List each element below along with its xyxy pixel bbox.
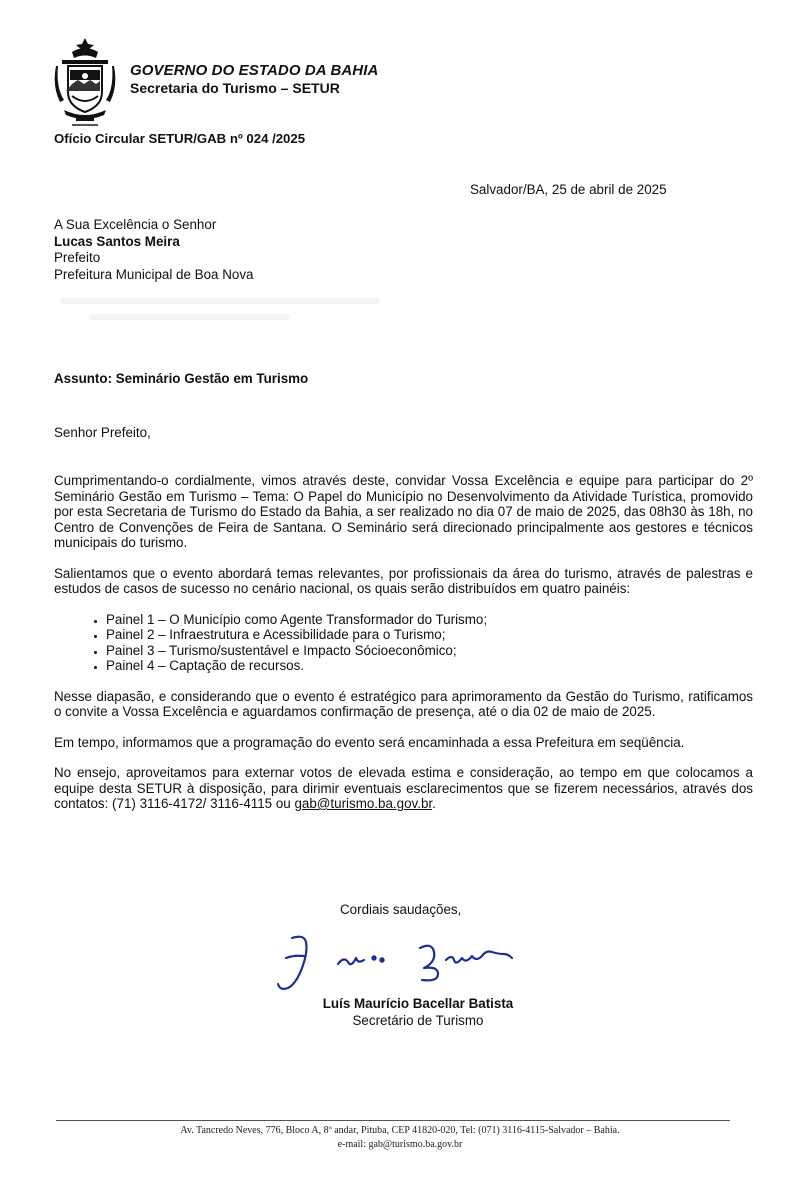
signer-name: Luís Maurício Bacellar Batista [322, 996, 514, 1011]
contacts-end: . [432, 796, 436, 811]
addressee-block [54, 217, 253, 283]
list-item: • Painel 2 – Infraestrutura e Acessibilidade para o Turismo; [106, 627, 753, 643]
letterhead [130, 62, 378, 96]
secretariat-name: Secretaria do Turismo – SETUR [130, 80, 340, 96]
body-paragraph: Em tempo, informamos que a programação do evento será encaminhada a essa Prefeitura em seqüência. [54, 734, 685, 750]
government-name: GOVERNO DO ESTADO DA BAHIA [130, 62, 379, 79]
subject-line: Assunto: Seminário Gestão em Turismo [54, 371, 309, 386]
footer [0, 1124, 800, 1152]
letter-body [54, 473, 753, 827]
addressee-organization: Prefeitura Municipal de Boa Nova [54, 266, 254, 282]
closing: Cordiais saudações, [340, 902, 462, 917]
footer-divider [56, 1120, 730, 1121]
list-item: • Painel 3 – Turismo/sustentável e Impacto Sócioeconômico; [106, 643, 753, 659]
addressee-salutation-line: A Sua Excelência o Senhor [54, 217, 217, 232]
body-paragraph: Cumprimentando-o cordialmente, vimos através deste, convidar Vossa Excelência e equipe para participar do 2º Seminário Gestão em Turismo – Tema: O Papel do Município no Desenvolvimento da Atividade Turística, promovido por esta Secretaria de Turismo do Estado da Bahia, a ser realizado no dia 07 de maio de 2025, das 08h30 às 18h, no Centro de Convenções de Feira de Santana. O Seminário será direcionado principalmente aos gestores e técnicos municipais do turismo. [54, 473, 753, 550]
signer-block [0, 996, 800, 1028]
handwritten-signature [270, 928, 540, 994]
signer-title: Secretário de Turismo [352, 1013, 484, 1028]
addressee-name: Lucas Santos Meira [54, 233, 180, 249]
body-paragraph: Nesse diapasão, e considerando que o evento é estratégico para aprimoramento da Gestão do Turismo, ratificamos o convite a Vossa Excelência e aguardamos confirmação de presença, até o dia 02 de maio de 2025. [54, 688, 753, 719]
email-link[interactable]: gab@turismo.ba.gov.br [294, 796, 433, 811]
document-reference: Ofício Circular SETUR/GAB nº 024 /2025 [54, 131, 306, 146]
salutation: Senhor Prefeito, [54, 425, 151, 440]
date-line: Salvador/BA, 25 de abril de 2025 [470, 182, 667, 197]
footer-email: e-mail: gab@turismo.ba.gov.br [337, 1139, 463, 1150]
list-item: • Painel 4 – Captação de recursos. [106, 658, 753, 674]
contacts-text: No ensejo, aproveitamos para externar votos de elevada estima e consideração, ao tempo em que colocamos a equipe desta SETUR à disposição, para dirimir eventuais esclarecimentos que se fizerem necessários, através dos contatos: (71) 3116-4172/ 3116-4115 ou [54, 765, 753, 811]
list-item: • Painel 1 – O Município como Agente Transformador do Turismo; [106, 612, 753, 628]
state-coat-of-arms-icon [54, 36, 116, 132]
faded-text-area [60, 298, 390, 348]
footer-address: Av. Tancredo Neves, 776, Bloco A, 8º andar, Pituba, CEP 41820-020, Tel: (071) 3116-4115-Salvador – Bahia. [180, 1125, 620, 1136]
body-paragraph: Salientamos que o evento abordará temas relevantes, por profissionais da área do turismo, através de palestras e estudos de casos de sucesso no cenário nacional, os quais serão distribuídos em quatro painéis: [54, 565, 753, 596]
body-paragraph-contacts [54, 765, 753, 812]
panels-list [54, 612, 753, 674]
addressee-role: Prefeito [54, 250, 101, 265]
